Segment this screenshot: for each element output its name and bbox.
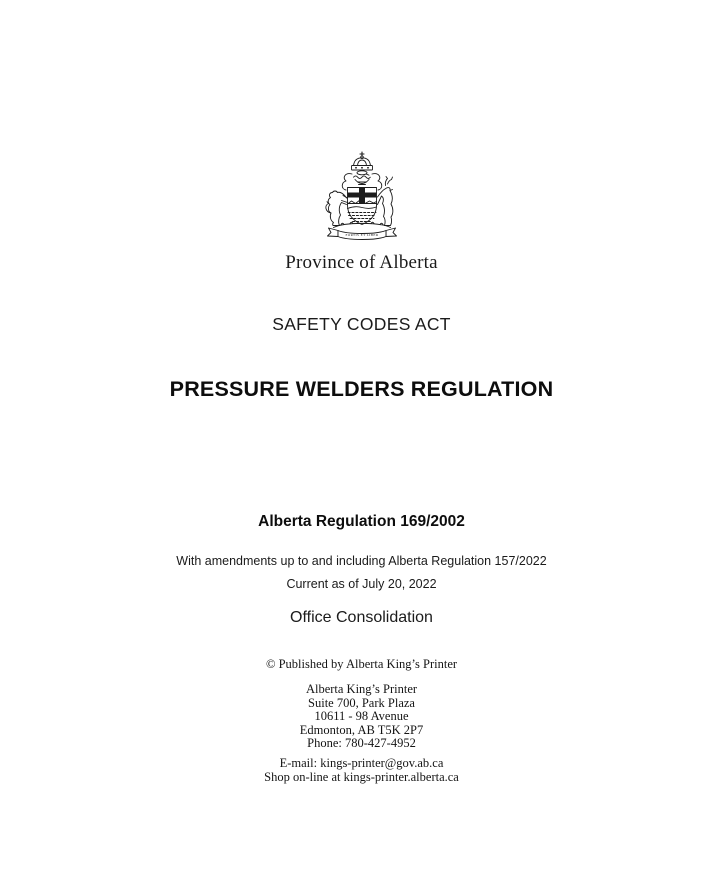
address-line-phone: Phone: 780-427-4952 (307, 736, 416, 751)
address-line-suite: Suite 700, Park Plaza (308, 695, 415, 710)
address-line-street: 10611 - 98 Avenue (314, 709, 409, 724)
amendments-line: With amendments up to and including Alberta Regulation 157/2022 (176, 554, 547, 568)
copyright-line: © Published by Alberta King’s Printer (265, 657, 458, 671)
shop-online-line: Shop on-line at kings-printer.alberta.ca (264, 769, 459, 784)
email-line: E-mail: kings-printer@gov.ab.ca (279, 756, 444, 770)
province-caption: Province of Alberta (285, 252, 438, 273)
address-line-city: Edmonton, AB T5K 2P7 (299, 722, 424, 737)
crown-icon (351, 152, 372, 170)
pronghorn-supporter-icon (377, 177, 392, 226)
act-title: SAFETY CODES ACT (272, 314, 451, 334)
regulation-title: PRESSURE WELDERS REGULATION (169, 377, 554, 401)
alberta-coat-of-arms-icon (317, 151, 407, 243)
address-line-printer: Alberta King’s Printer (305, 682, 418, 696)
office-consolidation-label: Office Consolidation (290, 609, 433, 626)
lion-supporter-icon (325, 191, 347, 226)
publisher-contact-block (0, 757, 723, 784)
shield-icon (347, 188, 376, 225)
motto-text: FORTIS ET LIBER (344, 233, 379, 237)
beaver-crest-icon (353, 171, 370, 185)
motto-banner (327, 228, 396, 240)
current-as-of-line: Current as of July 20, 2022 (286, 577, 437, 591)
regulation-number: Alberta Regulation 169/2002 (258, 513, 465, 530)
publisher-address-block (0, 683, 723, 751)
